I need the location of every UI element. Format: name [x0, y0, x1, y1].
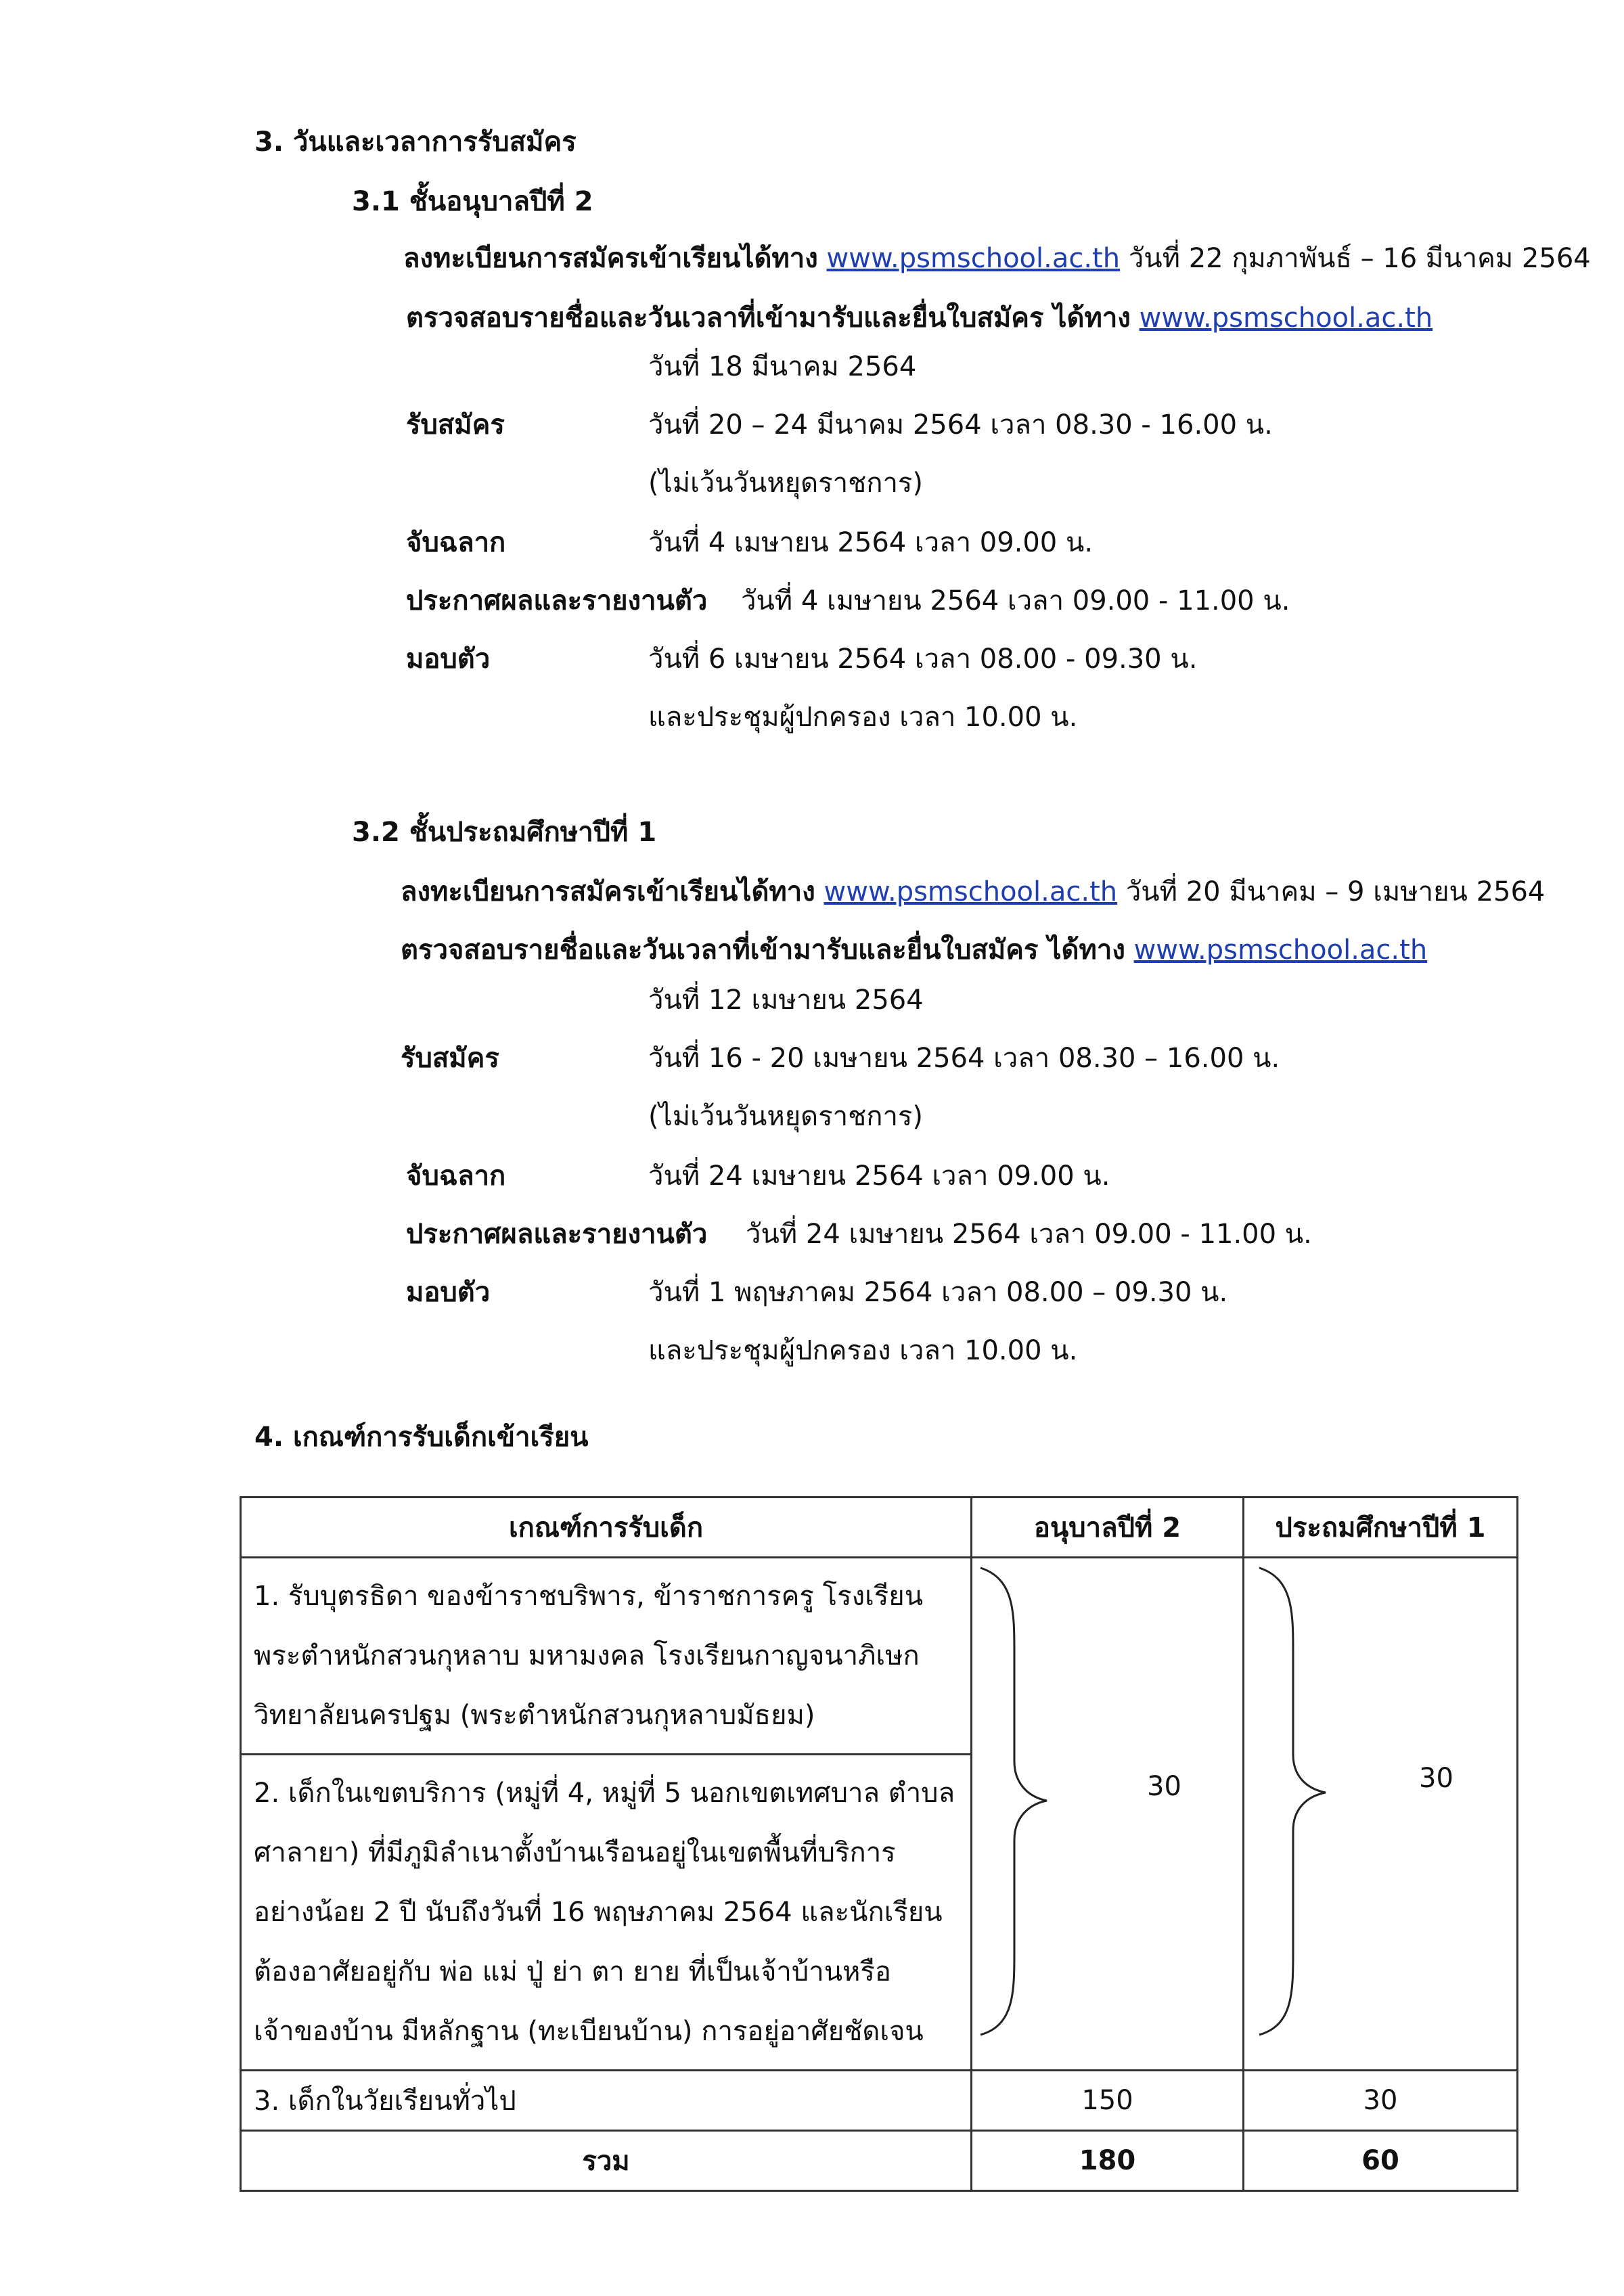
total-primary: 60 — [1244, 2131, 1518, 2191]
criterion3-text: 3. เด็กในวัยเรียนทั่วไป — [254, 2086, 516, 2117]
kindergarten-register-dates: วันที่ 22 กุมภาพันธ์ – 16 มีนาคม 2564 — [1128, 243, 1591, 274]
kindergarten-lottery-value: วันที่ 4 เมษายน 2564 เวลา 09.00 น. — [648, 527, 1093, 558]
kindergarten-report-label: มอบตัว — [406, 644, 491, 675]
primary-combined-value: 30 — [1419, 1763, 1453, 1794]
criterion3-kindergarten: 150 — [972, 2071, 1244, 2131]
kindergarten-announce-label: ประกาศผลและรายงานตัว — [406, 585, 708, 616]
total-row — [241, 2131, 1518, 2191]
primary-register-label: ลงทะเบียนการสมัครเข้าเรียนได้ทาง — [401, 876, 815, 907]
kindergarten-announce-value: วันที่ 4 เมษายน 2564 เวลา 09.00 - 11.00 น. — [741, 585, 1290, 616]
primary-report-note: และประชุมผู้ปกครอง เวลา 10.00 น. — [648, 1335, 1078, 1366]
kindergarten-check-link[interactable]: www.psmschool.ac.th — [1139, 302, 1433, 334]
kindergarten-apply-note: (ไม่เว้นวันหยุดราชการ) — [648, 468, 924, 499]
primary-announce-value: วันที่ 24 เมษายน 2564 เวลา 09.00 - 11.00 น. — [746, 1219, 1312, 1250]
primary-apply-label: รับสมัคร — [401, 1043, 499, 1074]
kindergarten-register-link[interactable]: www.psmschool.ac.th — [826, 243, 1121, 274]
kindergarten-check-line — [406, 298, 1433, 338]
primary-register-line — [401, 872, 1545, 912]
kindergarten-register-line — [403, 238, 1591, 279]
kindergarten-header: อนุบาลปีที่ 2 — [972, 1498, 1244, 1558]
kindergarten-check-label: ตรวจสอบรายชื่อและวันเวลาที่เข้ามารับและยื่นใบสมัคร ได้ทาง — [406, 302, 1131, 334]
right-brace-icon — [1244, 1558, 1518, 2044]
kindergarten-check-date: วันที่ 18 มีนาคม 2564 — [648, 351, 917, 382]
primary-report-label: มอบตัว — [406, 1277, 491, 1308]
kindergarten-apply-value: วันที่ 20 – 24 มีนาคม 2564 เวลา 08.30 - 16.00 น. — [648, 409, 1273, 441]
section3-heading: 3. วันและเวลาการรับสมัคร — [254, 127, 577, 158]
criterion1-text: 1. รับบุตรธิดา ของข้าราชบริพาร, ข้าราชการครู โรงเรียนพระตำหนักสวนกุหลาบ มหามงคล โรงเรียนกาญจนาภิเษกวิทยาลัยนครปฐม (พระตำหนักสวนกุหลาบมัธยม) — [254, 1581, 924, 1731]
primary-report-value: วันที่ 1 พฤษภาคม 2564 เวลา 08.00 – 09.30 น. — [648, 1277, 1228, 1308]
primary-check-label: ตรวจสอบรายชื่อและวันเวลาที่เข้ามารับและยื่นใบสมัคร ได้ทาง — [401, 935, 1125, 966]
kindergarten-report-note: และประชุมผู้ปกครอง เวลา 10.00 น. — [648, 702, 1078, 733]
section4-heading: 4. เกณฑ์การรับเด็กเข้าเรียน — [254, 1422, 589, 1453]
criteria-table — [240, 1496, 1518, 2192]
primary-apply-note: (ไม่เว้นวันหยุดราชการ) — [648, 1101, 924, 1132]
kindergarten-report-value: วันที่ 6 เมษายน 2564 เวลา 08.00 - 09.30 น. — [648, 644, 1198, 675]
kindergarten-lottery-label: จับฉลาก — [406, 527, 506, 558]
primary-header: ประถมศึกษาปีที่ 1 — [1244, 1498, 1518, 1558]
total-label: รวม — [241, 2131, 972, 2191]
primary-check-link[interactable]: www.psmschool.ac.th — [1133, 935, 1428, 966]
criteria-header: เกณฑ์การรับเด็ก — [241, 1498, 972, 1558]
kindergarten-combined-cell — [972, 1558, 1244, 2071]
kindergarten-apply-label: รับสมัคร — [406, 409, 505, 441]
primary-check-line — [401, 930, 1427, 970]
total-kindergarten: 180 — [972, 2131, 1244, 2191]
criteria-header-row — [241, 1498, 1518, 1558]
primary-register-dates: วันที่ 20 มีนาคม – 9 เมษายน 2564 — [1125, 876, 1546, 907]
primary-announce-label: ประกาศผลและรายงานตัว — [406, 1219, 708, 1250]
primary-register-link[interactable]: www.psmschool.ac.th — [824, 876, 1118, 907]
criterion2-cell — [241, 1755, 972, 2071]
kindergarten-heading: 3.1 ชั้นอนุบาลปีที่ 2 — [352, 186, 593, 217]
criterion3-cell — [241, 2071, 972, 2131]
primary-lottery-label: จับฉลาก — [406, 1161, 506, 1192]
kindergarten-combined-value: 30 — [1147, 1771, 1181, 1802]
primary-apply-value: วันที่ 16 - 20 เมษายน 2564 เวลา 08.30 – 16.00 น. — [648, 1043, 1280, 1074]
right-brace-icon — [972, 1558, 1244, 2044]
criterion1-row — [241, 1558, 1518, 1755]
primary-check-date: วันที่ 12 เมษายน 2564 — [648, 985, 924, 1016]
criterion1-cell — [241, 1558, 972, 1755]
primary-lottery-value: วันที่ 24 เมษายน 2564 เวลา 09.00 น. — [648, 1161, 1110, 1192]
criterion3-row — [241, 2071, 1518, 2131]
primary-combined-cell — [1244, 1558, 1518, 2071]
criterion2-text: 2. เด็กในเขตบริการ (หมู่ที่ 4, หมู่ที่ 5 นอกเขตเทศบาล ตำบลศาลายา) ที่มีภูมิลำเนาตั้งบ้านเรือนอยู่ในเขตพื้นที่บริการ อย่างน้อย 2 ปี นับถึงวันที่ 16 พฤษภาคม 2564 และนักเรียนต้องอาศัยอยู่กับ พ่อ แม่ ปู่ ย่า ตา ยาย ที่เป็นเจ้าบ้านหรือเจ้าของบ้าน มีหลักฐาน (ทะเบียนบ้าน) การอยู่อาศัยชัดเจน — [254, 1778, 955, 2047]
criterion3-primary: 30 — [1244, 2071, 1518, 2131]
kindergarten-register-label: ลงทะเบียนการสมัครเข้าเรียนได้ทาง — [403, 243, 818, 274]
primary-heading: 3.2 ชั้นประถมศึกษาปีที่ 1 — [352, 817, 657, 848]
